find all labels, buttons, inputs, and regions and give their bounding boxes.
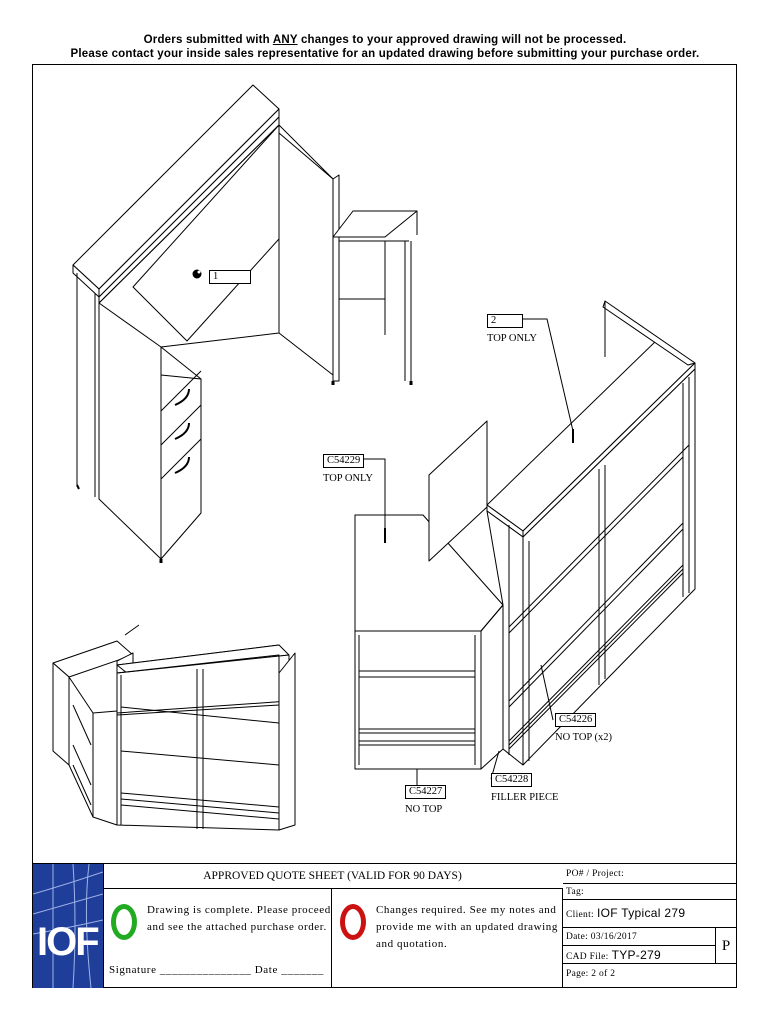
cad-file-field: CAD File: TYP-279 — [563, 946, 715, 964]
long-bookcase-unit — [487, 301, 695, 765]
callout-2: 2 TOP ONLY — [487, 315, 537, 344]
callout-c54227: C54227 NO TOP — [405, 785, 446, 816]
notice-line-2: Please contact your inside sales representative for an updated drawing before submitting your purchase order. — [70, 48, 700, 60]
drawing-frame — [32, 64, 737, 988]
changes-message: Changes required. See my notes and provide me with an updated drawing and quotation. — [376, 904, 558, 950]
changes-section[interactable] — [332, 888, 563, 988]
iof-logo: IOF — [33, 864, 104, 988]
po-project-field[interactable]: PO# / Project: — [563, 864, 736, 884]
corner-unit — [355, 421, 503, 769]
callout-c54226: C54226 NO TOP (x2) — [555, 714, 612, 743]
project-info — [563, 864, 736, 988]
title-block — [33, 863, 736, 988]
overview-assembly — [53, 625, 295, 830]
notice-line-1: Orders submitted with ANY changes to your approved drawing will not be processed. — [143, 34, 627, 46]
changes-circle-icon[interactable] — [340, 904, 366, 940]
approve-circle-icon[interactable] — [111, 904, 137, 940]
signature-line[interactable]: Signature _______________ Date _______ — [109, 964, 324, 976]
approve-section[interactable] — [103, 888, 332, 988]
quote-sheet-header: APPROVED QUOTE SHEET (VALID FOR 90 DAYS) — [103, 864, 562, 889]
revision-letter: P — [715, 928, 736, 964]
date-field: Date: 03/16/2017 — [563, 928, 715, 946]
approve-message: Drawing is complete. Please proceed and see the attached purchase order. — [147, 904, 331, 933]
tag-field[interactable]: Tag: — [563, 884, 736, 900]
page-field: Page: 2 of 2 — [566, 969, 616, 979]
desk-isometric — [73, 85, 417, 563]
callout-c54229: C54229 TOP ONLY — [323, 455, 373, 484]
client-field: Client: IOF Typical 279 — [563, 900, 736, 928]
furniture-drawing — [33, 65, 736, 863]
callout-c54228: C54228 FILLER PIECE — [491, 774, 559, 803]
callout-1: 1 — [209, 270, 251, 284]
